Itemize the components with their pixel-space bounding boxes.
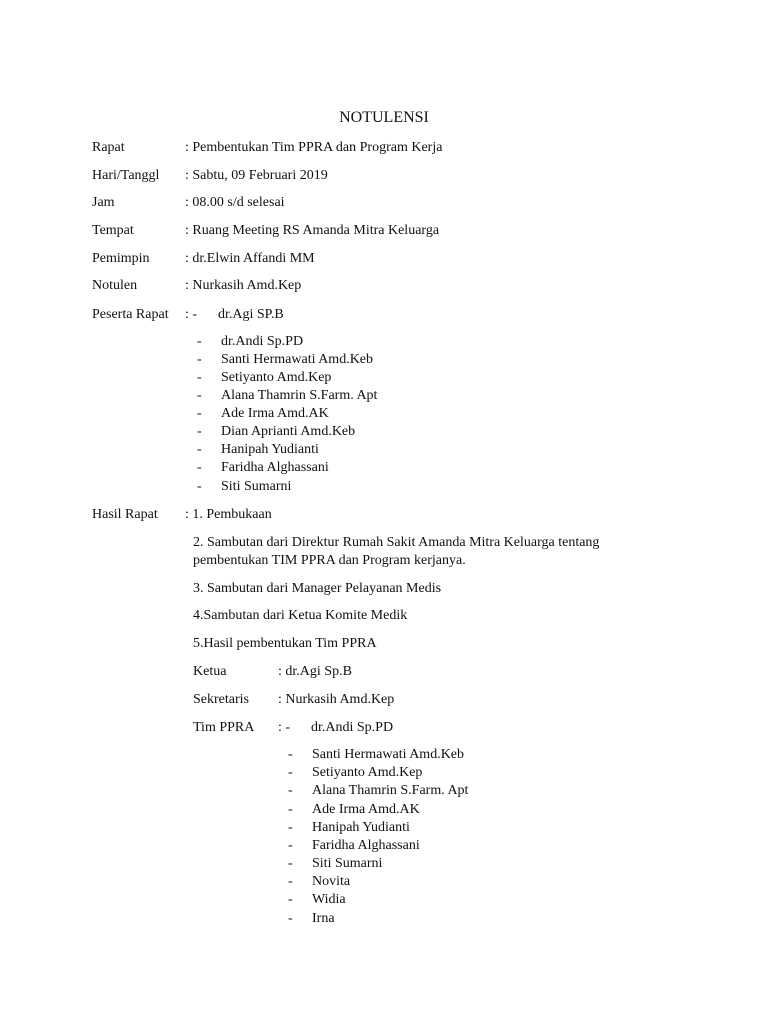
ketua-label: Ketua <box>193 664 227 679</box>
tim-ppra-label: Tim PPRA <box>193 720 255 735</box>
list-dash: - <box>197 334 202 349</box>
tim-ppra-prefix: : - <box>278 720 291 735</box>
sekretaris-label: Sekretaris <box>193 692 249 707</box>
hasil-item-1: : 1. Pembukaan <box>185 507 272 522</box>
sekretaris-value: : Nurkasih Amd.Kep <box>278 692 395 707</box>
list-dash: - <box>288 802 293 817</box>
tim-ppra-first: dr.Andi Sp.PD <box>311 720 394 735</box>
list-item: Hanipah Yudianti <box>312 820 410 835</box>
field-label-tempat: Tempat <box>92 223 134 238</box>
peserta-label: Peserta Rapat <box>92 307 169 322</box>
list-dash: - <box>197 424 202 439</box>
list-item: Ade Irma Amd.AK <box>221 406 329 421</box>
hasil-label: Hasil Rapat <box>92 507 158 522</box>
field-value-tempat: : Ruang Meeting RS Amanda Mitra Keluarga <box>185 223 440 238</box>
list-dash: - <box>288 783 293 798</box>
list-dash: - <box>197 460 202 475</box>
list-item: Faridha Alghassani <box>221 460 329 475</box>
list-dash: - <box>197 442 202 457</box>
list-item: Siti Sumarni <box>221 479 292 494</box>
field-label-jam: Jam <box>92 195 115 210</box>
field-value-notulen: : Nurkasih Amd.Kep <box>185 278 302 293</box>
field-label-rapat: Rapat <box>92 140 125 155</box>
list-item: Novita <box>312 874 351 889</box>
field-label-hari: Hari/Tanggl <box>92 168 160 183</box>
list-dash: - <box>197 479 202 494</box>
list-item: Hanipah Yudianti <box>221 442 319 457</box>
list-dash: - <box>288 874 293 889</box>
hasil-item-2-line-2: pembentukan TIM PPRA dan Program kerjanya. <box>193 553 466 568</box>
list-item: Alana Thamrin S.Farm. Apt <box>221 388 378 403</box>
list-dash: - <box>197 370 202 385</box>
list-dash: - <box>197 352 202 367</box>
list-item: Ade Irma Amd.AK <box>312 802 420 817</box>
list-dash: - <box>288 820 293 835</box>
list-item: Irna <box>312 911 335 926</box>
list-item: dr.Andi Sp.PD <box>221 334 304 349</box>
list-item: Siti Sumarni <box>312 856 383 871</box>
hasil-item-4: 4.Sambutan dari Ketua Komite Medik <box>193 608 408 623</box>
list-item: Alana Thamrin S.Farm. Apt <box>312 783 469 798</box>
list-item: Widia <box>312 892 346 907</box>
list-dash: - <box>197 388 202 403</box>
ketua-value: : dr.Agi Sp.B <box>278 664 352 679</box>
list-item: Santi Hermawati Amd.Keb <box>312 747 465 762</box>
field-value-hari: : Sabtu, 09 Februari 2019 <box>185 168 328 183</box>
hasil-item-2-line-1: 2. Sambutan dari Direktur Rumah Sakit Amanda Mitra Keluarga tentang <box>193 535 600 550</box>
hasil-item-3: 3. Sambutan dari Manager Pelayanan Medis <box>193 581 442 596</box>
list-item: Dian Aprianti Amd.Keb <box>221 424 356 439</box>
list-dash: - <box>288 892 293 907</box>
field-label-pemimpin: Pemimpin <box>92 251 150 266</box>
field-value-pemimpin: : dr.Elwin Affandi MM <box>185 251 315 266</box>
peserta-first: dr.Agi SP.B <box>218 307 284 322</box>
list-item: Faridha Alghassani <box>312 838 420 853</box>
field-label-notulen: Notulen <box>92 278 138 293</box>
hasil-item-5: 5.Hasil pembentukan Tim PPRA <box>193 636 377 651</box>
list-item: Setiyanto Amd.Kep <box>312 765 423 780</box>
list-item: Setiyanto Amd.Kep <box>221 370 332 385</box>
field-value-rapat: : Pembentukan Tim PPRA dan Program Kerja <box>185 140 443 155</box>
list-dash: - <box>288 765 293 780</box>
list-dash: - <box>288 856 293 871</box>
peserta-prefix: : - <box>185 307 198 322</box>
list-item: Santi Hermawati Amd.Keb <box>221 352 374 367</box>
list-dash: - <box>288 838 293 853</box>
page-title: NOTULENSI <box>339 109 429 126</box>
list-dash: - <box>288 747 293 762</box>
field-value-jam: : 08.00 s/d selesai <box>185 195 285 210</box>
list-dash: - <box>197 406 202 421</box>
list-dash: - <box>288 911 293 926</box>
